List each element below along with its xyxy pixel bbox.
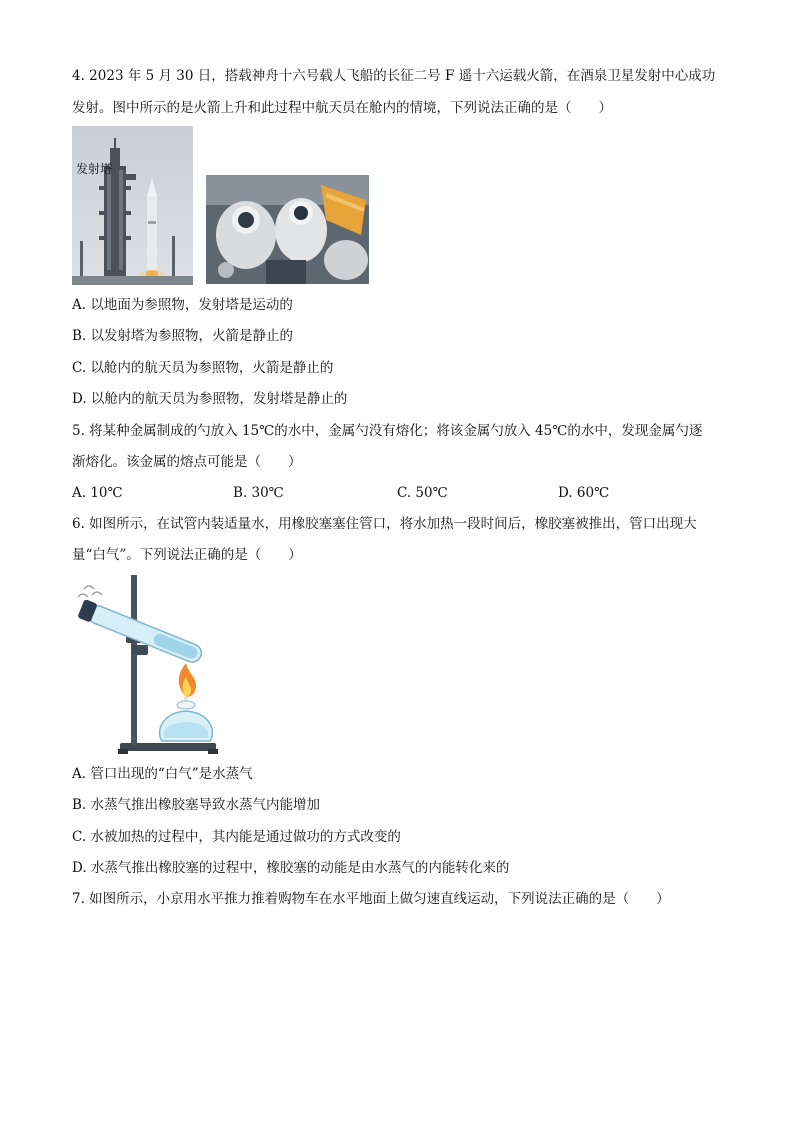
- q4-stem-line2: 发射。图中所示的是火箭上升和此过程中航天员在舱内的情境，下列说法正确的是（ ）: [72, 100, 612, 116]
- q4-option-d: D. 以舱内的航天员为参照物，发射塔是静止的: [72, 391, 348, 407]
- q7-stem-line1: 7. 如图所示，小京用水平推力推着购物车在水平地面上做匀速直线运动，下列说法正确的是（ ）: [72, 891, 670, 907]
- q6-option-a: A. 管口出现的“白气”是水蒸气: [72, 766, 253, 782]
- astronauts-photo: [206, 175, 369, 284]
- q6-stem-line1: 6. 如图所示，在试管内装适量水，用橡胶塞塞住管口，将水加热一段时间后，橡胶塞被推出，管口出现大: [72, 516, 697, 532]
- q4-stem-line1: 4. 2023 年 5 月 30 日，搭载神舟十六号载人飞船的长征二号 F 遥十六运载火箭，在酒泉卫星发射中心成功: [72, 68, 716, 84]
- q4-option-c: C. 以舱内的航天员为参照物，火箭是静止的: [72, 360, 334, 376]
- q5-stem-line2: 渐熔化。该金属的熔点可能是（ ）: [72, 454, 302, 470]
- q4-option-a: A. 以地面为参照物，发射塔是运动的: [72, 297, 293, 313]
- q5-stem-line1: 5. 将某种金属制成的勺放入 15℃的水中，金属勺没有熔化；将该金属勺放入 45℃的水中，发现金属勺逐: [72, 423, 703, 439]
- q5-option-b: B. 30℃: [233, 485, 284, 501]
- rocket-launch-illustration: [72, 126, 193, 285]
- q5-option-d: D. 60℃: [558, 485, 610, 501]
- q4-option-b: B. 以发射塔为参照物，火箭是静止的: [72, 328, 294, 344]
- astronauts-illustration: [206, 175, 369, 284]
- rocket-launch-photo: [72, 126, 193, 285]
- q5-option-c: C. 50℃: [397, 485, 448, 501]
- tower-label: 发射塔: [76, 162, 113, 176]
- q6-stem-line2: 量“白气”。下列说法正确的是（ ）: [72, 547, 302, 563]
- apparatus-illustration: [70, 573, 222, 755]
- q6-option-c: C. 水被加热的过程中，其内能是通过做功的方式改变的: [72, 829, 401, 845]
- q6-option-b: B. 水蒸气推出橡胶塞导致水蒸气内能增加: [72, 797, 321, 813]
- q5-option-a: A. 10℃: [72, 485, 123, 501]
- test-tube-apparatus-figure: [70, 573, 222, 755]
- q6-option-d: D. 水蒸气推出橡胶塞的过程中，橡胶塞的动能是由水蒸气的内能转化来的: [72, 860, 510, 876]
